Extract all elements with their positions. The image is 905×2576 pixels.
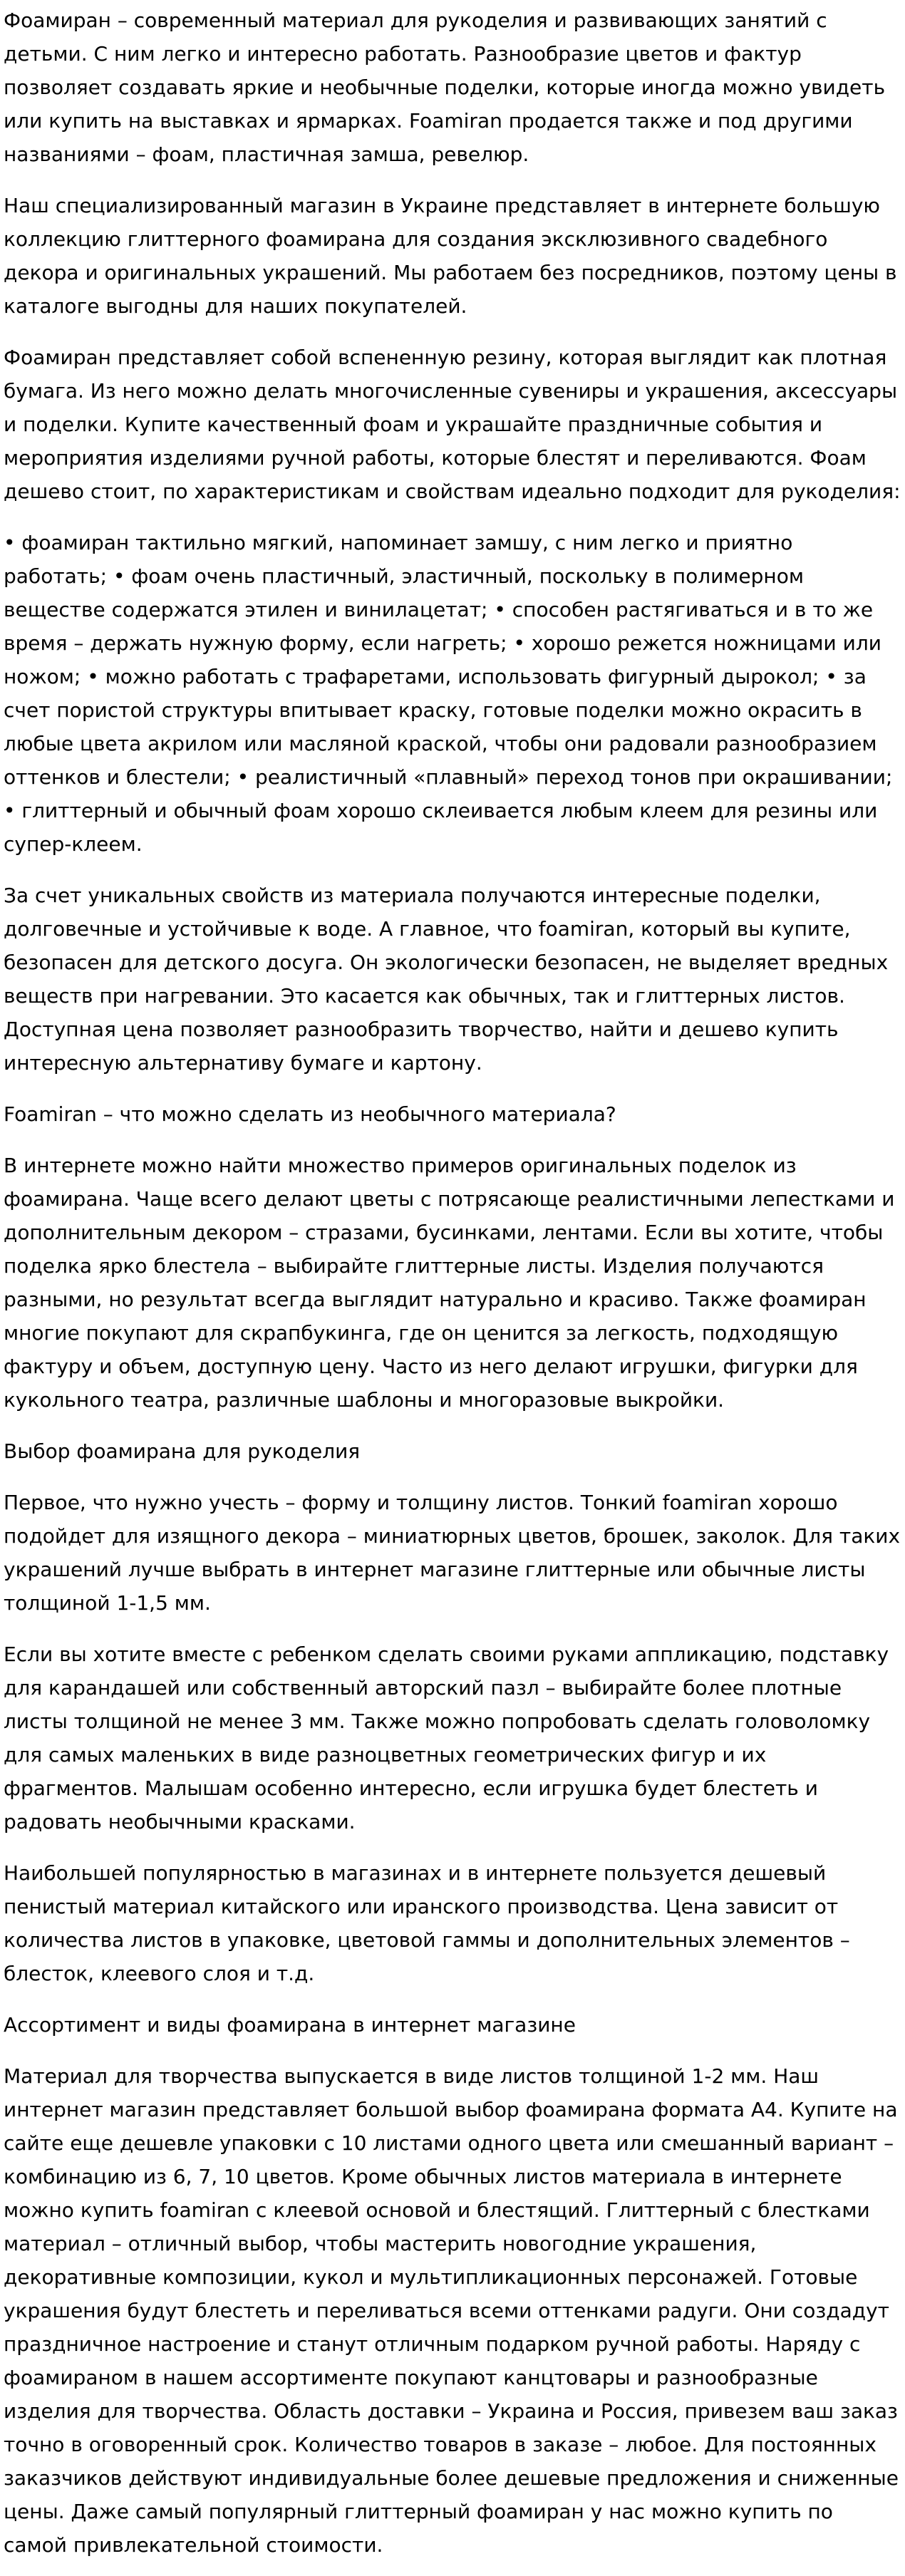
paragraph-thickness-choice: Первое, что нужно учесть – форму и толщину листов. Тонкий foamiran хорошо подойдет для изящного декора – миниатюрных цветов, брошек, заколок. Для таких украшений лучше выбрать в интернет магазине глиттерные или обычные листы толщиной 1-1,5 мм.: [4, 1491, 901, 1615]
heading-what-to-make: Foamiran – что можно сделать из необычного материала?: [4, 1102, 616, 1126]
paragraph-material-description: Фоамиран представляет собой вспененную резину, которая выглядит как плотная бумага. Из него можно делать многочисленные сувениры и украшения, аксессуары и поделки. Купите качественный фоам и украшайте праздничные события и мероприятия изделиями ручной работы, которые блестят и переливаются. Фоам дешево стоит, по характеристикам и свойствам идеально подходит для рукоделия:: [4, 346, 901, 503]
paragraph-properties-list: • фоамиран тактильно мягкий, напоминает замшу, с ним легко и приятно работать; • фоам очень пластичный, эластичный, поскольку в полимерном веществе содержатся этилен и винилацетат; • способен растягиваться и в то же время – держать нужную форму, если нагреть; • хорошо режется ножницами или ножом; • можно работать с трафаретами, использовать фигурный дырокол; • за счет пористой структуры впитывает краску, готовые поделки можно окрасить в любые цвета акрилом или масляной краской, чтобы они радовали разнообразием оттенков и блестели; • реалистичный «плавный» переход тонов при окрашивании; • глиттерный и обычный фоам хорошо склеивается любым клеем для резины или супер-клеем.: [4, 531, 893, 856]
paragraph-benefits: За счет уникальных свойств из материала получаются интересные поделки, долговечные и устойчивые к воде. А главное, что foamiran, который вы купите, безопасен для детского досуга. Он экологически безопасен, не выделяет вредных веществ при нагревании. Это касается как обычных, так и глиттерных листов. Доступная цена позволяет разнообразить творчество, найти и дешево купить интересную альтернативу бумаге и картону.: [4, 884, 889, 1075]
paragraph-craft-examples: В интернете можно найти множество примеров оригинальных поделок из фоамирана. Чаще всего делают цветы с потрясающе реалистичными лепестками и дополнительным декором – стразами, бусинками, лентами. Если вы хотите, чтобы поделка ярко блестела – выбирайте глиттерные листы. Изделия получаются разными, но результат всегда выглядит натурально и красиво. Также фоамиран многие покупают для скрапбукинга, где он ценится за легкость, подходящую фактуру и объем, доступную цену. Часто из него делают игрушки, фигурки для кукольного театра, различные шаблоны и многоразовые выкройки.: [4, 1154, 895, 1412]
paragraph-kids-crafts: Если вы хотите вместе с ребенком сделать своими руками аппликацию, подставку для карандашей или собственный авторский пазл – выбирайте более плотные листы толщиной не менее 3 мм. Также можно попробовать сделать головоломку для самых маленьких в виде разноцветных геометрических фигур и их фрагментов. Малышам особенно интересно, если игрушка будет блестеть и радовать необычными красками.: [4, 1643, 889, 1833]
paragraph-intro: Фоамиран – современный материал для рукоделия и развивающих занятий с детьми. С ним легко и интересно работать. Разнообразие цветов и фактур позволяет создавать яркие и необычные поделки, которые иногда можно увидеть или купить на выставках и ярмарках. Foamiran продается также и под другими названиями – фоам, пластичная замша, ревелюр.: [4, 9, 886, 166]
heading-choosing-foamiran: Выбор фоамирана для рукоделия: [4, 1439, 361, 1463]
paragraph-shop-presentation: Наш специализированный магазин в Украине представляет в интернете большую коллекцию глиттерного фоамирана для создания эксклюзивного свадебного декора и оригинальных украшений. Мы работаем без посредников, поэтому цены в каталоге выгодны для наших покупателей.: [4, 194, 897, 318]
paragraph-popular-material: Наибольшей популярностью в магазинах и в интернете пользуется дешевый пенистый материал китайского или иранского производства. Цена зависит от количества листов в упаковке, цветовой гаммы и дополнительных элементов – блесток, клеевого слоя и т.д.: [4, 1861, 850, 1985]
heading-assortment: Ассортимент и виды фоамирана в интернет магазине: [4, 2013, 576, 2037]
paragraph-assortment-details: Материал для творчества выпускается в виде листов толщиной 1-2 мм. Наш интернет магазин представляет большой выбор фоамирана формата А4. Купите на сайте еще дешевле упаковки с 10 листами одного цвета или смешанный вариант – комбинацию из 6, 7, 10 цветов. Кроме обычных листов материала в интернете можно купить foamiran с клеевой основой и блестящий. Глиттерный с блестками материал – отличный выбор, чтобы мастерить новогодние украшения, декоративные композиции, кукол и мультипликационных персонажей. Готовые украшения будут блестеть и переливаться всеми оттенками радуги. Они создадут праздничное настроение и станут отличным подарком ручной работы. Наряду с фоамираном в нашем ассортименте покупают канцтовары и разнообразные изделия для творчества. Область доставки – Украина и Россия, привезем ваш заказ точно в оговоренный срок. Количество товаров в заказе – любое. Для постоянных заказчиков действуют индивидуальные более дешевые предложения и сниженные цены. Даже самый популярный глиттерный фоамиран у нас можно купить по самой привлекательной стоимости.: [4, 2064, 899, 2557]
